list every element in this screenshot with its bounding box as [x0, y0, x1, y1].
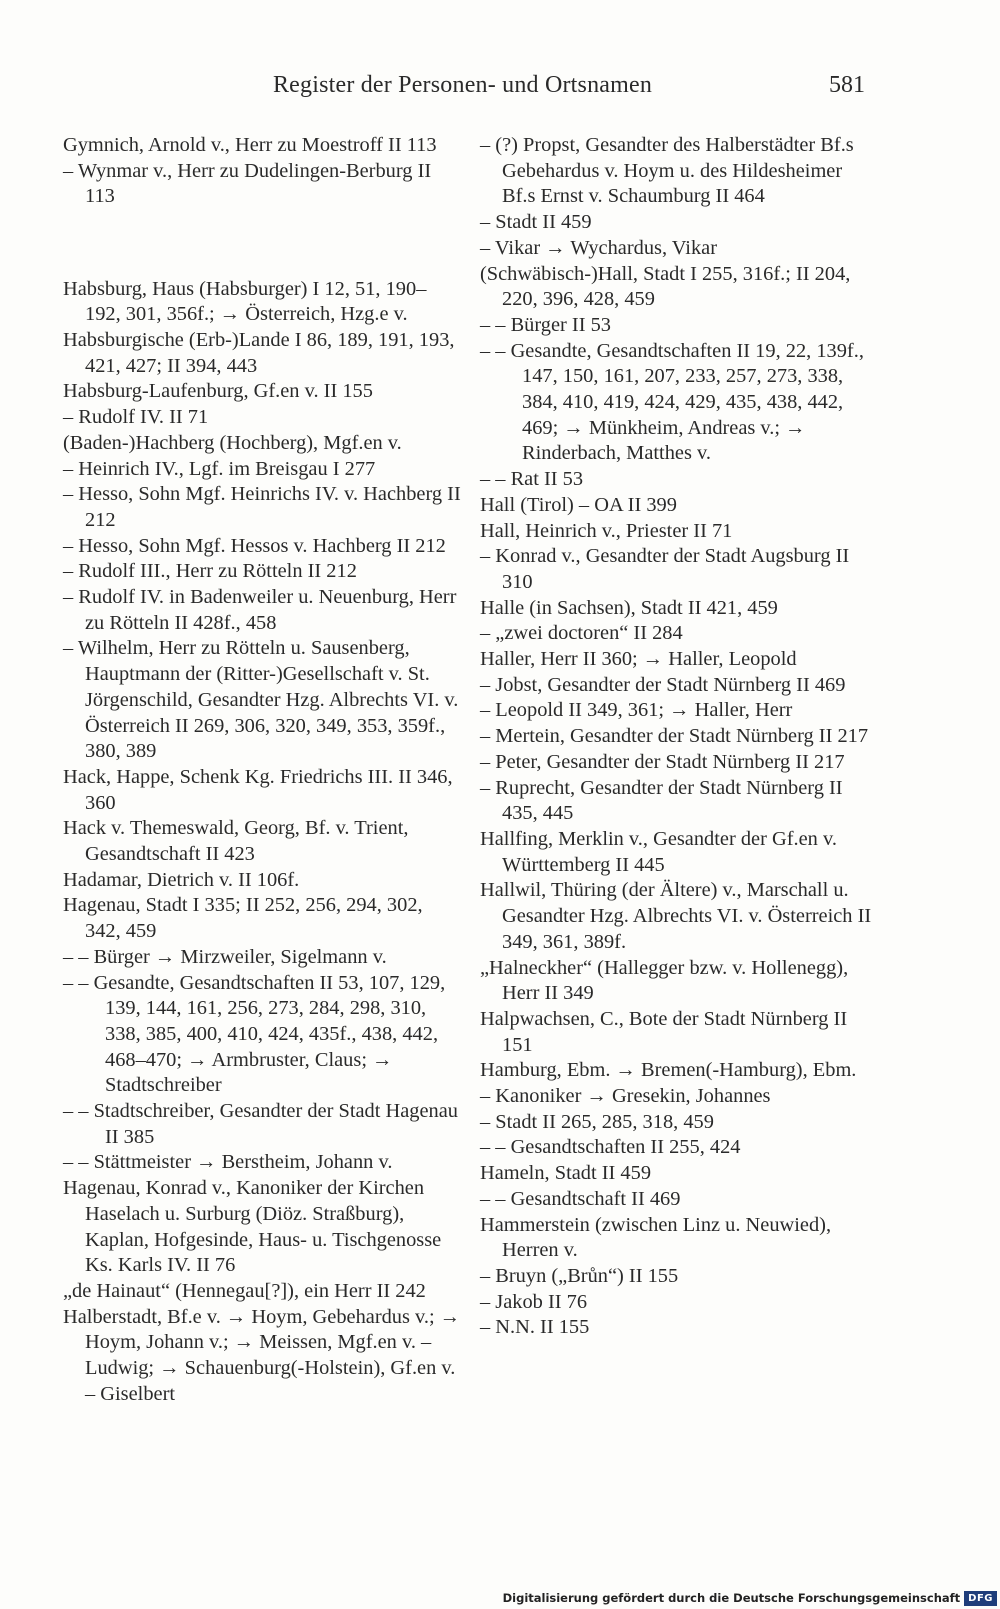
index-entry: Habsburg-Laufenburg, Gf.en v. II 155 — [63, 380, 373, 403]
index-entry: „de Hainaut“ (Hennegau[?]), ein Herr II 242 — [63, 1280, 426, 1302]
index-entry: Hallfing, Merklin v., Gesandter der Gf.en v. Württemberg II 445 — [480, 827, 837, 876]
index-column-left — [63, 133, 461, 1408]
index-entry: – – Gesandte, Gesandtschaften II 53, 107, 129, 139, 144, 161, 256, 273, 284, 298, 310, 338, 385, 400, 410, 424, 435f., 438, 442, 468–470; → Armbruster, Claus; → Stadtschreiber — [63, 971, 446, 1097]
index-entry: Hack v. Themeswald, Georg, Bf. v. Trient, Gesandtschaft II 423 — [63, 817, 409, 866]
index-entry: Hall (Tirol) – OA II 399 — [480, 493, 677, 516]
index-entry: Hameln, Stadt II 459 — [480, 1162, 652, 1185]
index-entry: – – Bürger → Mirzweiler, Sigelmann v. — [63, 945, 387, 968]
index-entry: – Stadt II 459 — [480, 211, 592, 234]
index-entry: – – Bürger II 53 — [480, 313, 612, 336]
index-entry: – – Rat II 53 — [480, 468, 584, 491]
index-entry: „Halneckher“ (Hallegger bzw. v. Hollenegg), Herr II 349 — [480, 956, 849, 1005]
page-header — [60, 72, 865, 112]
index-entry: – Hesso, Sohn Mgf. Hessos v. Hachberg II 212 — [63, 534, 446, 557]
index-entry: – – Gesandtschaft II 469 — [480, 1187, 681, 1210]
index-entry: – Jakob II 76 — [480, 1290, 588, 1313]
index-entry: – Hesso, Sohn Mgf. Heinrichs IV. v. Hachberg II 212 — [63, 483, 461, 531]
index-entry: – „zwei doctoren“ II 284 — [480, 622, 683, 645]
index-entry: – Peter, Gesandter der Stadt Nürnberg II 217 — [480, 750, 845, 773]
footer-credit: Digitalisierung gefördert durch die Deutsche Forschungsgemeinschaft — [502, 1591, 961, 1605]
index-entry: – – Gesandte, Gesandtschaften II 19, 22, 139f., 147, 150, 161, 207, 233, 257, 273, 338, 384, 410, 419, 424, 429, 435, 438, 442, 469; → Münkheim, Andreas v.; → Rinderbach, Matthes v. — [480, 339, 864, 465]
index-entry: Habsburg, Haus (Habsburger) I 12, 51, 190–192, 301, 356f.; → Österreich, Hzg.e v. — [63, 277, 427, 326]
index-entry: – N.N. II 155 — [480, 1316, 590, 1339]
index-entry: – Rudolf IV. in Badenweiler u. Neuenburg, Herr zu Rötteln II 428f., 458 — [63, 586, 457, 634]
index-entry: Halpwachsen, C., Bote der Stadt Nürnberg II 151 — [480, 1007, 848, 1056]
index-entry: – Kanoniker → Gresekin, Johannes — [480, 1085, 771, 1108]
index-entry: – Stadt II 265, 285, 318, 459 — [480, 1110, 714, 1133]
index-entry: – Mertein, Gesandter der Stadt Nürnberg II 217 — [480, 725, 869, 748]
index-entry: – Konrad v., Gesandter der Stadt Augsburg II 310 — [480, 545, 850, 593]
index-entry: – – Stadtschreiber, Gesandter der Stadt Hagenau II 385 — [63, 1100, 458, 1148]
index-entry: – Bruyn („Brůn“) II 155 — [480, 1264, 679, 1287]
index-entry: – (?) Propst, Gesandter des Halberstädter Bf.s Gebehardus v. Hoym u. des Hildesheimer Bf.s Ernst v. Schaumburg II 464 — [480, 134, 854, 208]
index-entry: – Rudolf IV. II 71 — [63, 406, 209, 429]
index-entry: – Heinrich IV., Lgf. im Breisgau I 277 — [63, 457, 376, 480]
index-entry: – Vikar → Wychardus, Vikar — [480, 236, 717, 259]
index-entry: Halle (in Sachsen), Stadt II 421, 459 — [480, 596, 778, 619]
index-entry: – Leopold II 349, 361; → Haller, Herr — [480, 699, 793, 722]
index-entry: Hamburg, Ebm. → Bremen(-Hamburg), Ebm. — [480, 1059, 857, 1082]
dfg-logo: DFG — [964, 1591, 997, 1606]
index-entry: Hallwil, Thüring (der Ältere) v., Marschall u. Gesandter Hzg. Albrechts VI. v. Österreich II 349, 361, 389f. — [480, 879, 872, 953]
index-entry: – Wynmar v., Herr zu Dudelingen-Berburg II 113 — [63, 159, 432, 208]
index-entry: – Ruprecht, Gesandter der Stadt Nürnberg II 435, 445 — [480, 776, 843, 825]
index-entry: – Wilhelm, Herr zu Rötteln u. Sausenberg, Hauptmann der (Ritter-)Gesellschaft v. St. Jörgenschild, Gesandter Hzg. Albrechts VI. v. Österreich II 269, 306, 320, 349, 353, 359f., 380, 389 — [63, 637, 459, 763]
index-entry: Hadamar, Dietrich v. II 106f. — [63, 868, 300, 891]
index-entry: Halberstadt, Bf.e v. → Hoym, Gebehardus v.; → Hoym, Johann v.; → Meissen, Mgf.en v. – Ludwig; → Schauenburg(-Holstein), Gf.en v. – Giselbert — [63, 1305, 461, 1405]
index-entry: Hagenau, Konrad v., Kanoniker der Kirchen Haselach u. Surburg (Diöz. Straßburg), Kaplan, Hofgesinde, Haus- u. Tischgenosse Ks. Karls IV. II 76 — [63, 1177, 442, 1277]
index-entry: – Rudolf III., Herr zu Rötteln II 212 — [63, 560, 357, 583]
index-entry: (Schwäbisch-)Hall, Stadt I 255, 316f.; II 204, 220, 396, 428, 459 — [480, 262, 851, 311]
index-entry: Hack, Happe, Schenk Kg. Friedrichs III. II 346, 360 — [63, 765, 453, 814]
index-entry: – – Gesandtschaften II 255, 424 — [480, 1136, 741, 1159]
index-entry: Haller, Herr II 360; → Haller, Leopold — [480, 648, 797, 671]
digitization-footer — [497, 1587, 1000, 1609]
running-title: Register der Personen- und Ortsnamen — [272, 72, 653, 98]
page-number: 581 — [829, 72, 865, 98]
index-entry: Habsburgische (Erb-)Lande I 86, 189, 191, 193, 421, 427; II 394, 443 — [63, 328, 455, 377]
index-entry: Gymnich, Arnold v., Herr zu Moestroff II 113 — [63, 134, 437, 156]
index-column-right — [480, 133, 872, 1341]
index-entry: Hall, Heinrich v., Priester II 71 — [480, 519, 733, 542]
entry-spacer — [63, 231, 461, 257]
index-entry: Hagenau, Stadt I 335; II 252, 256, 294, 302, 342, 459 — [63, 894, 423, 943]
index-entry: – – Stättmeister → Berstheim, Johann v. — [63, 1151, 393, 1174]
index-entry: Hammerstein (zwischen Linz u. Neuwied), Herren v. — [480, 1213, 832, 1262]
index-entry: (Baden-)Hachberg (Hochberg), Mgf.en v. — [63, 431, 402, 454]
index-entry: – Jobst, Gesandter der Stadt Nürnberg II 469 — [480, 673, 846, 696]
